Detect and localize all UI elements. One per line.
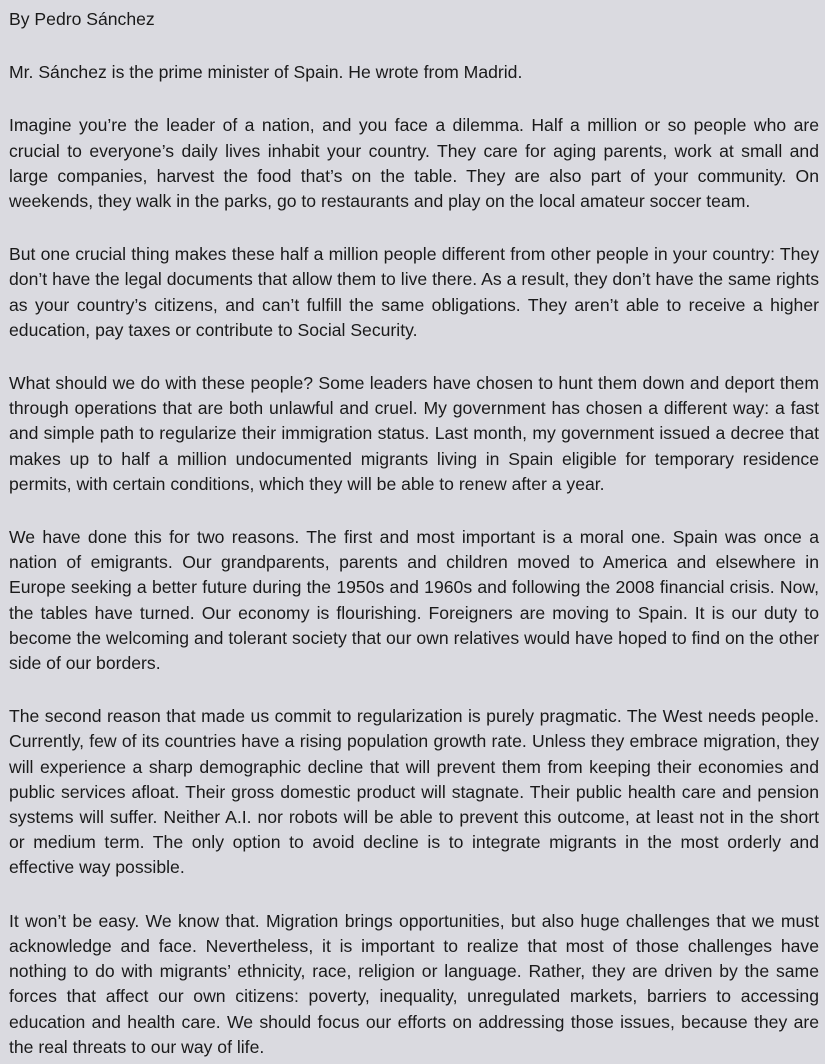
article-paragraph-5: The second reason that made us commit to regularization is purely pragmatic. The West needs people. Currently, few of its countries have a rising population growth rate. Unless they embrace migration, they will experience a sharp demographic decline that will prevent them from keeping their economies and public services afloat. Their gross domestic product will stagnate. Their public health care and pension systems will suffer. Neither A.I. nor robots will be able to prevent this outcome, at least not in the short or medium term. The only option to avoid decline is to integrate migrants in the most orderly and effective way possible. [9,706,819,878]
article-paragraph-3: What should we do with these people? Some leaders have chosen to hunt them down and deport them through operations that are both unlawful and cruel. My government has chosen a different way: a fast and simple path to regularize their immigration status. Last month, my government issued a decree that makes up to half a million undocumented migrants living in Spain eligible for temporary residence permits, with certain conditions, which they will be able to renew after a year. [9,373,819,494]
article-paragraph-2: But one crucial thing makes these half a million people different from other people in your country: They don’t have the legal documents that allow them to live there. As a result, they don’t have the same rights as your country’s citizens, and can’t fulfill the same obligations. They aren’t able to receive a higher education, pay taxes or contribute to Social Security. [9,244,819,340]
author-note: Mr. Sánchez is the prime minister of Spain. He wrote from Madrid. [9,62,523,83]
article-paragraph-1: Imagine you’re the leader of a nation, and you face a dilemma. Half a million or so people who are crucial to everyone’s daily lives inhabit your country. They care for aging parents, work at small and large companies, harvest the food that’s on the table. They are also part of your community. On weekends, they walk in the parks, go to restaurants and play on the local amateur soccer team. [9,115,819,212]
article-paragraph-6: It won’t be easy. We know that. Migration brings opportunities, but also huge challenges that we must acknowledge and face. Nevertheless, it is important to realize that most of those challenges have nothing to do with migrants’ ethnicity, race, religion or language. Rather, they are driven by the same forces that affect our own citizens: poverty, inequality, unregulated markets, barriers to accessing education and health care. We should focus our efforts on addressing those issues, because they are the real threats to our way of life. [9,910,819,1057]
article-byline: By Pedro Sánchez [9,9,155,29]
article-paragraph-4: We have done this for two reasons. The first and most important is a moral one. Spain was once a nation of emigrants. Our grandparents, parents and children moved to America and elsewhere in Europe seeking a better future during the 1950s and 1960s and following the 2008 financial crisis. Now, the tables have turned. Our economy is flourishing. Foreigners are moving to Spain. It is our duty to become the welcoming and tolerant society that our own relatives would have hoped to find on the other side of our borders. [9,527,819,674]
